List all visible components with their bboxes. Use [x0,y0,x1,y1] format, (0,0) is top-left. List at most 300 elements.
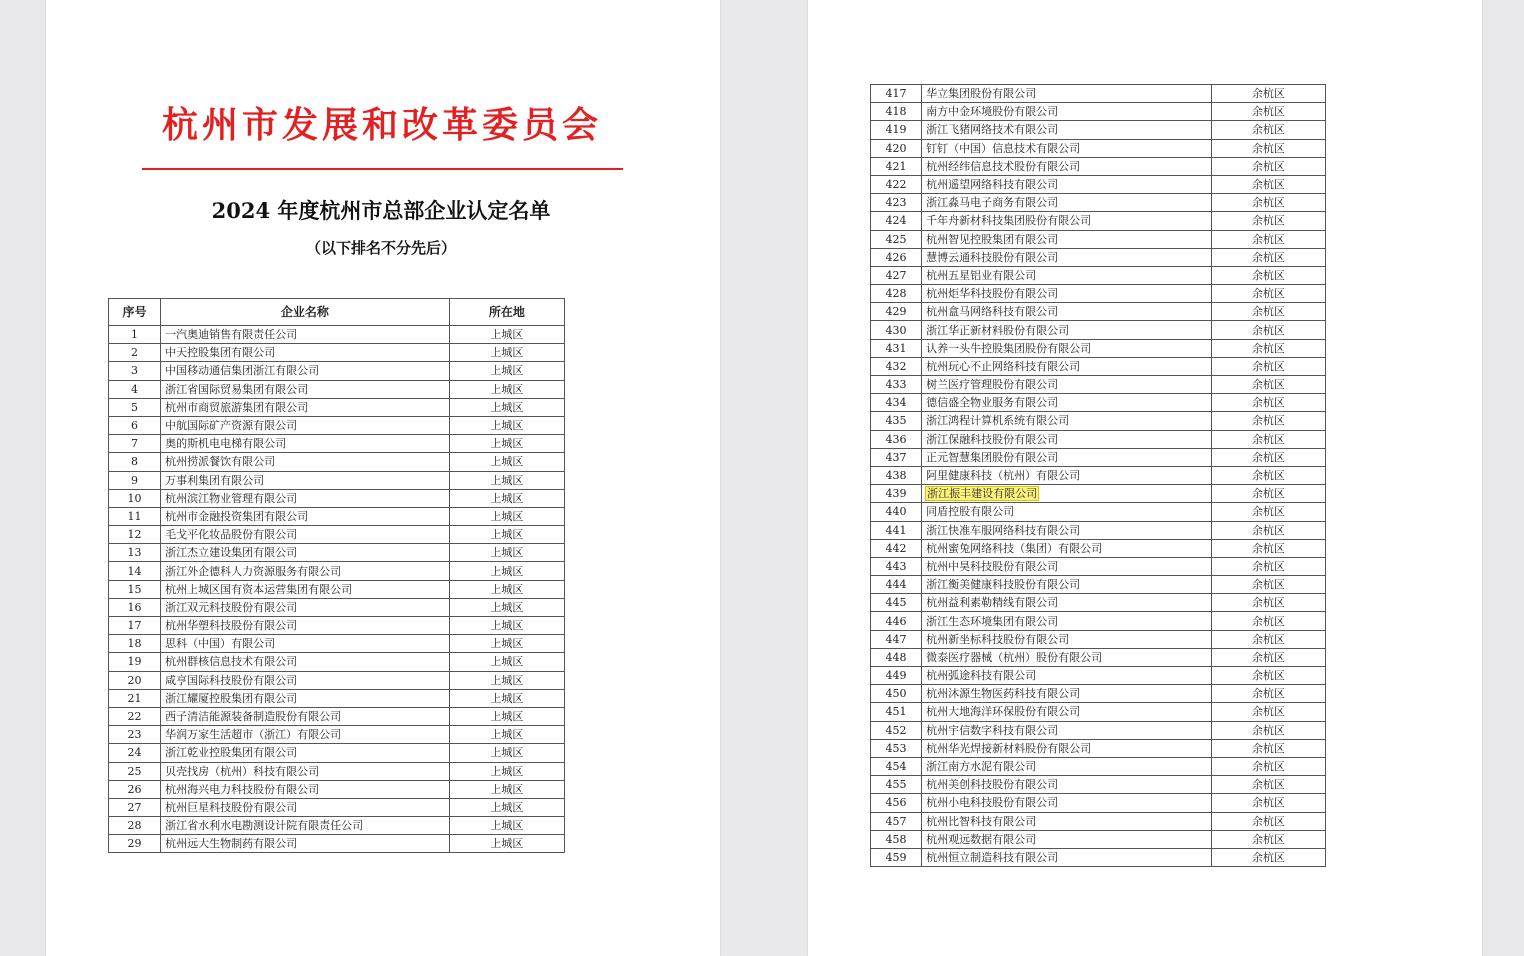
company-name-cell: 杭州小电科技股份有限公司 [922,794,1212,812]
location-cell: 余杭区 [1211,285,1325,303]
location-cell: 上城区 [449,471,564,489]
location-cell: 上城区 [449,362,564,380]
row-number: 419 [871,121,922,139]
company-name-cell: 万事利集团有限公司 [161,471,450,489]
document-subtitle: （以下排名不分先后） [305,239,456,257]
company-name-cell: 浙江飞猪网络技术有限公司 [922,121,1212,139]
location-cell: 余杭区 [1211,685,1325,703]
location-cell: 上城区 [449,617,564,635]
row-number: 426 [871,248,922,266]
header-company: 企业名称 [161,299,450,326]
table-row [109,817,565,835]
table-row [871,85,1326,103]
company-name-cell: 浙江华正新材料股份有限公司 [922,321,1212,339]
table-row [871,303,1326,321]
company-name-cell: 杭州华塑科技股份有限公司 [161,617,450,635]
table-row [871,339,1326,357]
location-cell: 余杭区 [1211,394,1325,412]
row-number: 2 [109,344,161,362]
table-row [109,507,565,525]
table-row [871,430,1326,448]
table-row [871,630,1326,648]
company-name-cell: 杭州观远数据有限公司 [922,830,1212,848]
company-name-cell: 杭州智见控股集团有限公司 [922,230,1212,248]
table-row [109,707,565,725]
location-cell: 上城区 [449,580,564,598]
company-name-cell: 奥的斯机电电梯有限公司 [161,435,450,453]
row-number: 446 [871,612,922,630]
company-name-cell: 杭州大地海洋环保股份有限公司 [922,703,1212,721]
company-name-cell: 浙江杰立建设集团有限公司 [161,544,450,562]
row-number: 425 [871,230,922,248]
row-number: 442 [871,539,922,557]
company-name-cell: 杭州比智科技有限公司 [922,812,1212,830]
row-number: 16 [109,598,161,616]
location-cell: 余杭区 [1211,630,1325,648]
row-number: 457 [871,812,922,830]
company-name-cell: 浙江保融科技股份有限公司 [922,430,1212,448]
location-cell: 余杭区 [1211,539,1325,557]
table-row [109,453,565,471]
location-cell: 余杭区 [1211,594,1325,612]
location-cell: 余杭区 [1211,557,1325,575]
row-number: 450 [871,685,922,703]
location-cell: 上城区 [449,707,564,725]
table-row [871,285,1326,303]
location-cell: 余杭区 [1211,303,1325,321]
row-number: 18 [109,635,161,653]
location-cell: 上城区 [449,326,564,344]
table-row [871,412,1326,430]
table-row [871,703,1326,721]
row-number: 420 [871,139,922,157]
location-cell: 余杭区 [1211,703,1325,721]
location-cell: 上城区 [449,726,564,744]
table-row [871,667,1326,685]
table-row [871,394,1326,412]
company-name-cell: 杭州弧途科技有限公司 [922,667,1212,685]
location-cell: 上城区 [449,544,564,562]
company-name-cell: 杭州经纬信息技术股份有限公司 [922,157,1212,175]
location-cell: 余杭区 [1211,448,1325,466]
table-row [109,471,565,489]
location-cell: 上城区 [449,780,564,798]
location-cell: 上城区 [449,671,564,689]
table-row [871,594,1326,612]
company-name-cell: 慧博云通科技股份有限公司 [922,248,1212,266]
company-name-cell: 认养一头牛控股集团股份有限公司 [922,339,1212,357]
table-row [871,576,1326,594]
company-name-cell: 杭州远大生物制药有限公司 [161,835,450,853]
location-cell: 上城区 [449,380,564,398]
row-number: 1 [109,326,161,344]
row-number: 430 [871,321,922,339]
company-table-right [870,84,1326,867]
company-name-cell: 树兰医疗管理股份有限公司 [922,376,1212,394]
table-row [871,485,1326,503]
table-body-right [871,85,1326,867]
location-cell: 上城区 [449,635,564,653]
company-table-left [108,298,565,853]
row-number: 7 [109,435,161,453]
company-name-cell: 杭州遥望网络科技有限公司 [922,175,1212,193]
location-cell: 余杭区 [1211,521,1325,539]
row-number: 455 [871,776,922,794]
location-cell: 余杭区 [1211,212,1325,230]
company-name-cell: 浙江省水利水电勘测设计院有限责任公司 [161,817,450,835]
row-number: 28 [109,817,161,835]
table-row [871,794,1326,812]
location-cell: 余杭区 [1211,503,1325,521]
location-cell: 上城区 [449,744,564,762]
row-number: 17 [109,617,161,635]
row-number: 437 [871,448,922,466]
row-number: 433 [871,376,922,394]
row-number: 423 [871,194,922,212]
table-row [871,557,1326,575]
table-row [109,726,565,744]
company-name-cell: 杭州华光焊接新材料股份有限公司 [922,739,1212,757]
location-cell: 余杭区 [1211,157,1325,175]
row-number: 438 [871,466,922,484]
location-cell: 余杭区 [1211,339,1325,357]
location-cell: 上城区 [449,835,564,853]
company-name-cell: 杭州群核信息技术有限公司 [161,653,450,671]
location-cell: 上城区 [449,526,564,544]
company-name-cell: 杭州沐源生物医药科技有限公司 [922,685,1212,703]
row-number: 448 [871,648,922,666]
row-number: 458 [871,830,922,848]
company-name-cell: 杭州上城区国有资本运营集团有限公司 [161,580,450,598]
location-cell: 余杭区 [1211,794,1325,812]
row-number: 436 [871,430,922,448]
header-location: 所在地 [449,299,564,326]
row-number: 417 [871,85,922,103]
table-row [871,376,1326,394]
letterhead-red-rule [142,168,623,170]
company-name-cell: 西子清洁能源装备制造股份有限公司 [161,707,450,725]
row-number: 8 [109,453,161,471]
row-number: 29 [109,835,161,853]
company-name-cell: 浙江外企德科人力资源服务有限公司 [161,562,450,580]
row-number: 432 [871,357,922,375]
table-row [109,598,565,616]
table-row [871,103,1326,121]
location-cell: 余杭区 [1211,612,1325,630]
row-number: 427 [871,266,922,284]
table-row [109,562,565,580]
location-cell: 余杭区 [1211,485,1325,503]
table-row [109,362,565,380]
company-name-cell: 杭州美创科技股份有限公司 [922,776,1212,794]
table-row [109,344,565,362]
table-row [109,580,565,598]
company-name-cell: 杭州玩心不止网络科技有限公司 [922,357,1212,375]
table-row [109,617,565,635]
table-row [109,326,565,344]
row-number: 440 [871,503,922,521]
table-row [871,194,1326,212]
company-name-cell: 浙江乾业控股集团有限公司 [161,744,450,762]
company-name-cell: 杭州海兴电力科技股份有限公司 [161,780,450,798]
row-number: 27 [109,798,161,816]
company-name-cell [922,485,1212,503]
table-row [871,139,1326,157]
table-row [871,248,1326,266]
location-cell: 余杭区 [1211,103,1325,121]
location-cell: 余杭区 [1211,721,1325,739]
table-row [109,671,565,689]
table-row [871,521,1326,539]
location-cell: 余杭区 [1211,230,1325,248]
highlighted-company-name: 浙江振丰建设有限公司 [927,487,1038,501]
table-row [871,685,1326,703]
company-name-cell: 杭州捞派餐饮有限公司 [161,453,450,471]
row-number: 424 [871,212,922,230]
table-row [109,798,565,816]
company-name-cell: 浙江南方水泥有限公司 [922,757,1212,775]
row-number: 449 [871,667,922,685]
table-body-left [109,326,565,853]
company-name-cell: 杭州新坐标科技股份有限公司 [922,630,1212,648]
row-number: 451 [871,703,922,721]
table-row [871,175,1326,193]
location-cell: 余杭区 [1211,139,1325,157]
row-number: 454 [871,757,922,775]
row-number: 439 [871,485,922,503]
company-name-cell: 一汽奥迪销售有限责任公司 [161,326,450,344]
company-name-cell: 杭州炬华科技股份有限公司 [922,285,1212,303]
company-name-cell: 千年舟新材科技集团股份有限公司 [922,212,1212,230]
row-number: 444 [871,576,922,594]
company-name-cell: 杭州滨江物业管理有限公司 [161,489,450,507]
location-cell: 上城区 [449,598,564,616]
row-number: 6 [109,416,161,434]
company-name-cell: 阿里健康科技（杭州）有限公司 [922,466,1212,484]
location-cell: 余杭区 [1211,466,1325,484]
company-name-cell: 南方中金环境股份有限公司 [922,103,1212,121]
row-number: 429 [871,303,922,321]
row-number: 13 [109,544,161,562]
row-number: 418 [871,103,922,121]
table-row [109,689,565,707]
company-name-cell: 浙江淼马电子商务有限公司 [922,194,1212,212]
company-name-cell: 中航国际矿产资源有限公司 [161,416,450,434]
row-number: 4 [109,380,161,398]
row-number: 19 [109,653,161,671]
location-cell: 余杭区 [1211,266,1325,284]
row-number: 12 [109,526,161,544]
table-row [109,380,565,398]
row-number: 456 [871,794,922,812]
row-number: 20 [109,671,161,689]
table-row [871,612,1326,630]
location-cell: 余杭区 [1211,576,1325,594]
company-name-cell: 正元智慧集团股份有限公司 [922,448,1212,466]
location-cell: 余杭区 [1211,357,1325,375]
row-number: 434 [871,394,922,412]
company-name-cell: 贝壳找房（杭州）科技有限公司 [161,762,450,780]
company-name-cell: 杭州恒立制造科技有限公司 [922,848,1212,866]
table-row [871,466,1326,484]
document-title: 2024 年度杭州市总部企业认定名单 [211,198,551,223]
table-row [871,357,1326,375]
row-number: 431 [871,339,922,357]
company-name-cell: 华润万家生活超市（浙江）有限公司 [161,726,450,744]
table-row [871,648,1326,666]
location-cell: 余杭区 [1211,430,1325,448]
company-name-cell: 杭州市金融投资集团有限公司 [161,507,450,525]
row-number: 5 [109,398,161,416]
row-number: 443 [871,557,922,575]
location-cell: 上城区 [449,435,564,453]
table-row [871,503,1326,521]
row-number: 15 [109,580,161,598]
table-row [871,121,1326,139]
location-cell: 上城区 [449,817,564,835]
row-number: 422 [871,175,922,193]
row-number: 453 [871,739,922,757]
location-cell: 余杭区 [1211,848,1325,866]
row-number: 26 [109,780,161,798]
table-row [871,830,1326,848]
location-cell: 上城区 [449,453,564,471]
location-cell: 余杭区 [1211,830,1325,848]
table-row [109,744,565,762]
location-cell: 上城区 [449,762,564,780]
table-row [109,835,565,853]
row-number: 428 [871,285,922,303]
company-name-cell: 杭州益利素勒精线有限公司 [922,594,1212,612]
table-row [871,321,1326,339]
company-name-cell: 浙江快准车服网络科技有限公司 [922,521,1212,539]
row-number: 11 [109,507,161,525]
table-row [871,539,1326,557]
company-name-cell: 咸亨国际科技股份有限公司 [161,671,450,689]
row-number: 445 [871,594,922,612]
location-cell: 余杭区 [1211,194,1325,212]
table-row [871,448,1326,466]
table-row [109,398,565,416]
company-name-cell: 浙江鸿程计算机系统有限公司 [922,412,1212,430]
company-name-cell: 浙江双元科技股份有限公司 [161,598,450,616]
company-name-cell: 杭州宇信数字科技有限公司 [922,721,1212,739]
company-name-cell: 德信盛全物业服务有限公司 [922,394,1212,412]
row-number: 435 [871,412,922,430]
company-name-cell: 毛戈平化妆品股份有限公司 [161,526,450,544]
table-row [109,780,565,798]
company-name-cell: 中国移动通信集团浙江有限公司 [161,362,450,380]
row-number: 459 [871,848,922,866]
row-number: 23 [109,726,161,744]
row-number: 9 [109,471,161,489]
row-number: 10 [109,489,161,507]
location-cell: 余杭区 [1211,648,1325,666]
table-row [871,157,1326,175]
company-name-cell: 杭州市商贸旅游集团有限公司 [161,398,450,416]
company-name-cell: 浙江生态环境集团有限公司 [922,612,1212,630]
location-cell: 余杭区 [1211,175,1325,193]
company-name-cell: 杭州巨星科技股份有限公司 [161,798,450,816]
table-row [109,416,565,434]
row-number: 3 [109,362,161,380]
table-row [109,653,565,671]
table-header-row [109,299,565,326]
location-cell: 余杭区 [1211,321,1325,339]
table-row [871,757,1326,775]
company-name-cell: 浙江耀厦控股集团有限公司 [161,689,450,707]
table-row [871,230,1326,248]
company-name-cell: 浙江衡美健康科技股份有限公司 [922,576,1212,594]
table-row [871,812,1326,830]
company-name-cell: 思科（中国）有限公司 [161,635,450,653]
table-row [109,435,565,453]
location-cell: 余杭区 [1211,667,1325,685]
company-name-cell: 华立集团股份有限公司 [922,85,1212,103]
location-cell: 上城区 [449,653,564,671]
table-row [871,776,1326,794]
table-row [109,489,565,507]
row-number: 22 [109,707,161,725]
company-name-cell: 杭州盒马网络科技有限公司 [922,303,1212,321]
location-cell: 余杭区 [1211,776,1325,794]
table-row [871,721,1326,739]
header-number: 序号 [109,299,161,326]
location-cell: 上城区 [449,562,564,580]
table-row [109,544,565,562]
company-name-cell: 中天控股集团有限公司 [161,344,450,362]
location-cell: 余杭区 [1211,121,1325,139]
location-cell: 余杭区 [1211,85,1325,103]
row-number: 441 [871,521,922,539]
location-cell: 上城区 [449,798,564,816]
location-cell: 上城区 [449,416,564,434]
table-row [871,212,1326,230]
location-cell: 上城区 [449,344,564,362]
row-number: 447 [871,630,922,648]
agency-letterhead: 杭州市发展和改革委员会 [161,104,602,146]
company-name-cell: 浙江省国际贸易集团有限公司 [161,380,450,398]
row-number: 24 [109,744,161,762]
location-cell: 余杭区 [1211,739,1325,757]
location-cell: 上城区 [449,489,564,507]
company-name-cell: 杭州中昊科技股份有限公司 [922,557,1212,575]
location-cell: 余杭区 [1211,248,1325,266]
row-number: 25 [109,762,161,780]
company-name-cell: 杭州蜜兔网络科技（集团）有限公司 [922,539,1212,557]
company-name-cell: 钉钉（中国）信息技术有限公司 [922,139,1212,157]
row-number: 14 [109,562,161,580]
table-row [871,266,1326,284]
table-row [109,526,565,544]
table-row [871,848,1326,866]
row-number: 421 [871,157,922,175]
location-cell: 余杭区 [1211,812,1325,830]
location-cell: 余杭区 [1211,412,1325,430]
table-row [871,739,1326,757]
company-name-cell: 微泰医疗器械（杭州）股份有限公司 [922,648,1212,666]
row-number: 21 [109,689,161,707]
table-row [109,762,565,780]
location-cell: 余杭区 [1211,376,1325,394]
location-cell: 余杭区 [1211,757,1325,775]
company-name-cell: 杭州五星铝业有限公司 [922,266,1212,284]
table-row [109,635,565,653]
row-number: 452 [871,721,922,739]
location-cell: 上城区 [449,398,564,416]
company-name-cell: 同盾控股有限公司 [922,503,1212,521]
location-cell: 上城区 [449,507,564,525]
